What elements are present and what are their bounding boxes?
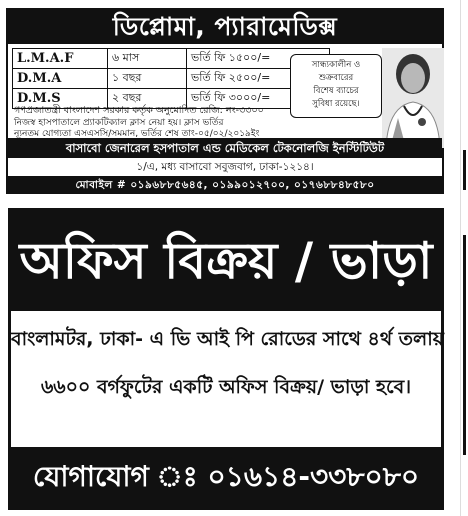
- evening-note-line: শুক্রবারের: [318, 73, 354, 83]
- adjacent-column-edge: [460, 0, 468, 516]
- course-duration: ২ বছর: [108, 89, 187, 109]
- eligibility-info: ন্যূনতম যোগ্যতা এসএসসি/সমমান, ভর্তির শেষ তাং-০৫/০২/২০১৯ইং: [14, 129, 260, 139]
- evening-batch-note: [290, 54, 382, 118]
- course-name: D.M.A: [13, 69, 108, 89]
- office-ad: [8, 208, 444, 510]
- mobile-numbers: মোবাইল # ০১৯৬৮৮৫৬৪৫, ০১৯৯০১২৭০০, ০১৭৬৮৮৪৮৫৮০: [8, 176, 442, 194]
- office-ad-title: অফিস বিক্রয় / ভাড়া: [11, 211, 441, 311]
- course-fee: ভর্তি ফি ৩০০০/=: [187, 89, 330, 109]
- course-name: L.M.A.F: [13, 49, 108, 69]
- institute-name: [8, 138, 442, 158]
- course-row: [13, 49, 330, 69]
- course-row: [13, 69, 330, 89]
- course-fee: ভর্তি ফি ২৫০০/=: [187, 69, 330, 89]
- institute-address: ১/এ, মধ্য বাসাবো সবুজবাগ, ঢাকা-১২১৪।: [136, 161, 314, 173]
- course-fee: ভর্তি ফি ১৫০০/=: [187, 49, 330, 69]
- edge-mark: [463, 150, 466, 190]
- edge-mark: [463, 235, 466, 455]
- institute-name-text: বাসাবো জেনারেল হসপাতাল এন্ড মেডিকেল টেকনোলজি ইনস্টিটিউট: [65, 141, 385, 155]
- office-ad-body: [11, 315, 444, 411]
- registration-info: গণপ্রজাতন্ত্রী বাংলাদেশ সরকার কর্তৃক অনুমোদিত রেজি: নং-৩৩০০: [14, 105, 264, 116]
- nurse-photo: [382, 48, 444, 148]
- course-name: D.M.S: [13, 89, 108, 109]
- diploma-ad: [6, 8, 444, 194]
- office-contact: যোগাযোগ ঃ ০১৬১৪-৩৩৮০৮০: [11, 447, 441, 507]
- evening-note-line: সান্ধ্যকালীন ও: [311, 60, 361, 70]
- office-size-line: ৬৬০০ বর্গফুটের একটি অফিস বিক্রয়/ ভাড়া হবে।: [40, 376, 412, 398]
- office-location-line: বাংলামটর, ঢাকা- এ ভি আই পি রোডের সাথে ৪র্থ তলায়: [11, 328, 444, 350]
- course-duration: ৬ মাস: [108, 49, 187, 69]
- diploma-ad-title: ডিপ্লোমা, প্যারামেডিক্স: [8, 10, 442, 44]
- practical-class-info: নিজস্ব হাসপাতালে প্র্যাকটিক্যাল ক্লাস নেয়া হয়। ক্লাস ভর্তির: [14, 118, 224, 128]
- course-duration: ১ বছর: [108, 69, 187, 89]
- evening-note-line: সুবিধা রয়েছে।: [312, 99, 360, 109]
- evening-note-line: বিশেষ ব্যাচের: [313, 86, 359, 96]
- course-table: [12, 48, 330, 109]
